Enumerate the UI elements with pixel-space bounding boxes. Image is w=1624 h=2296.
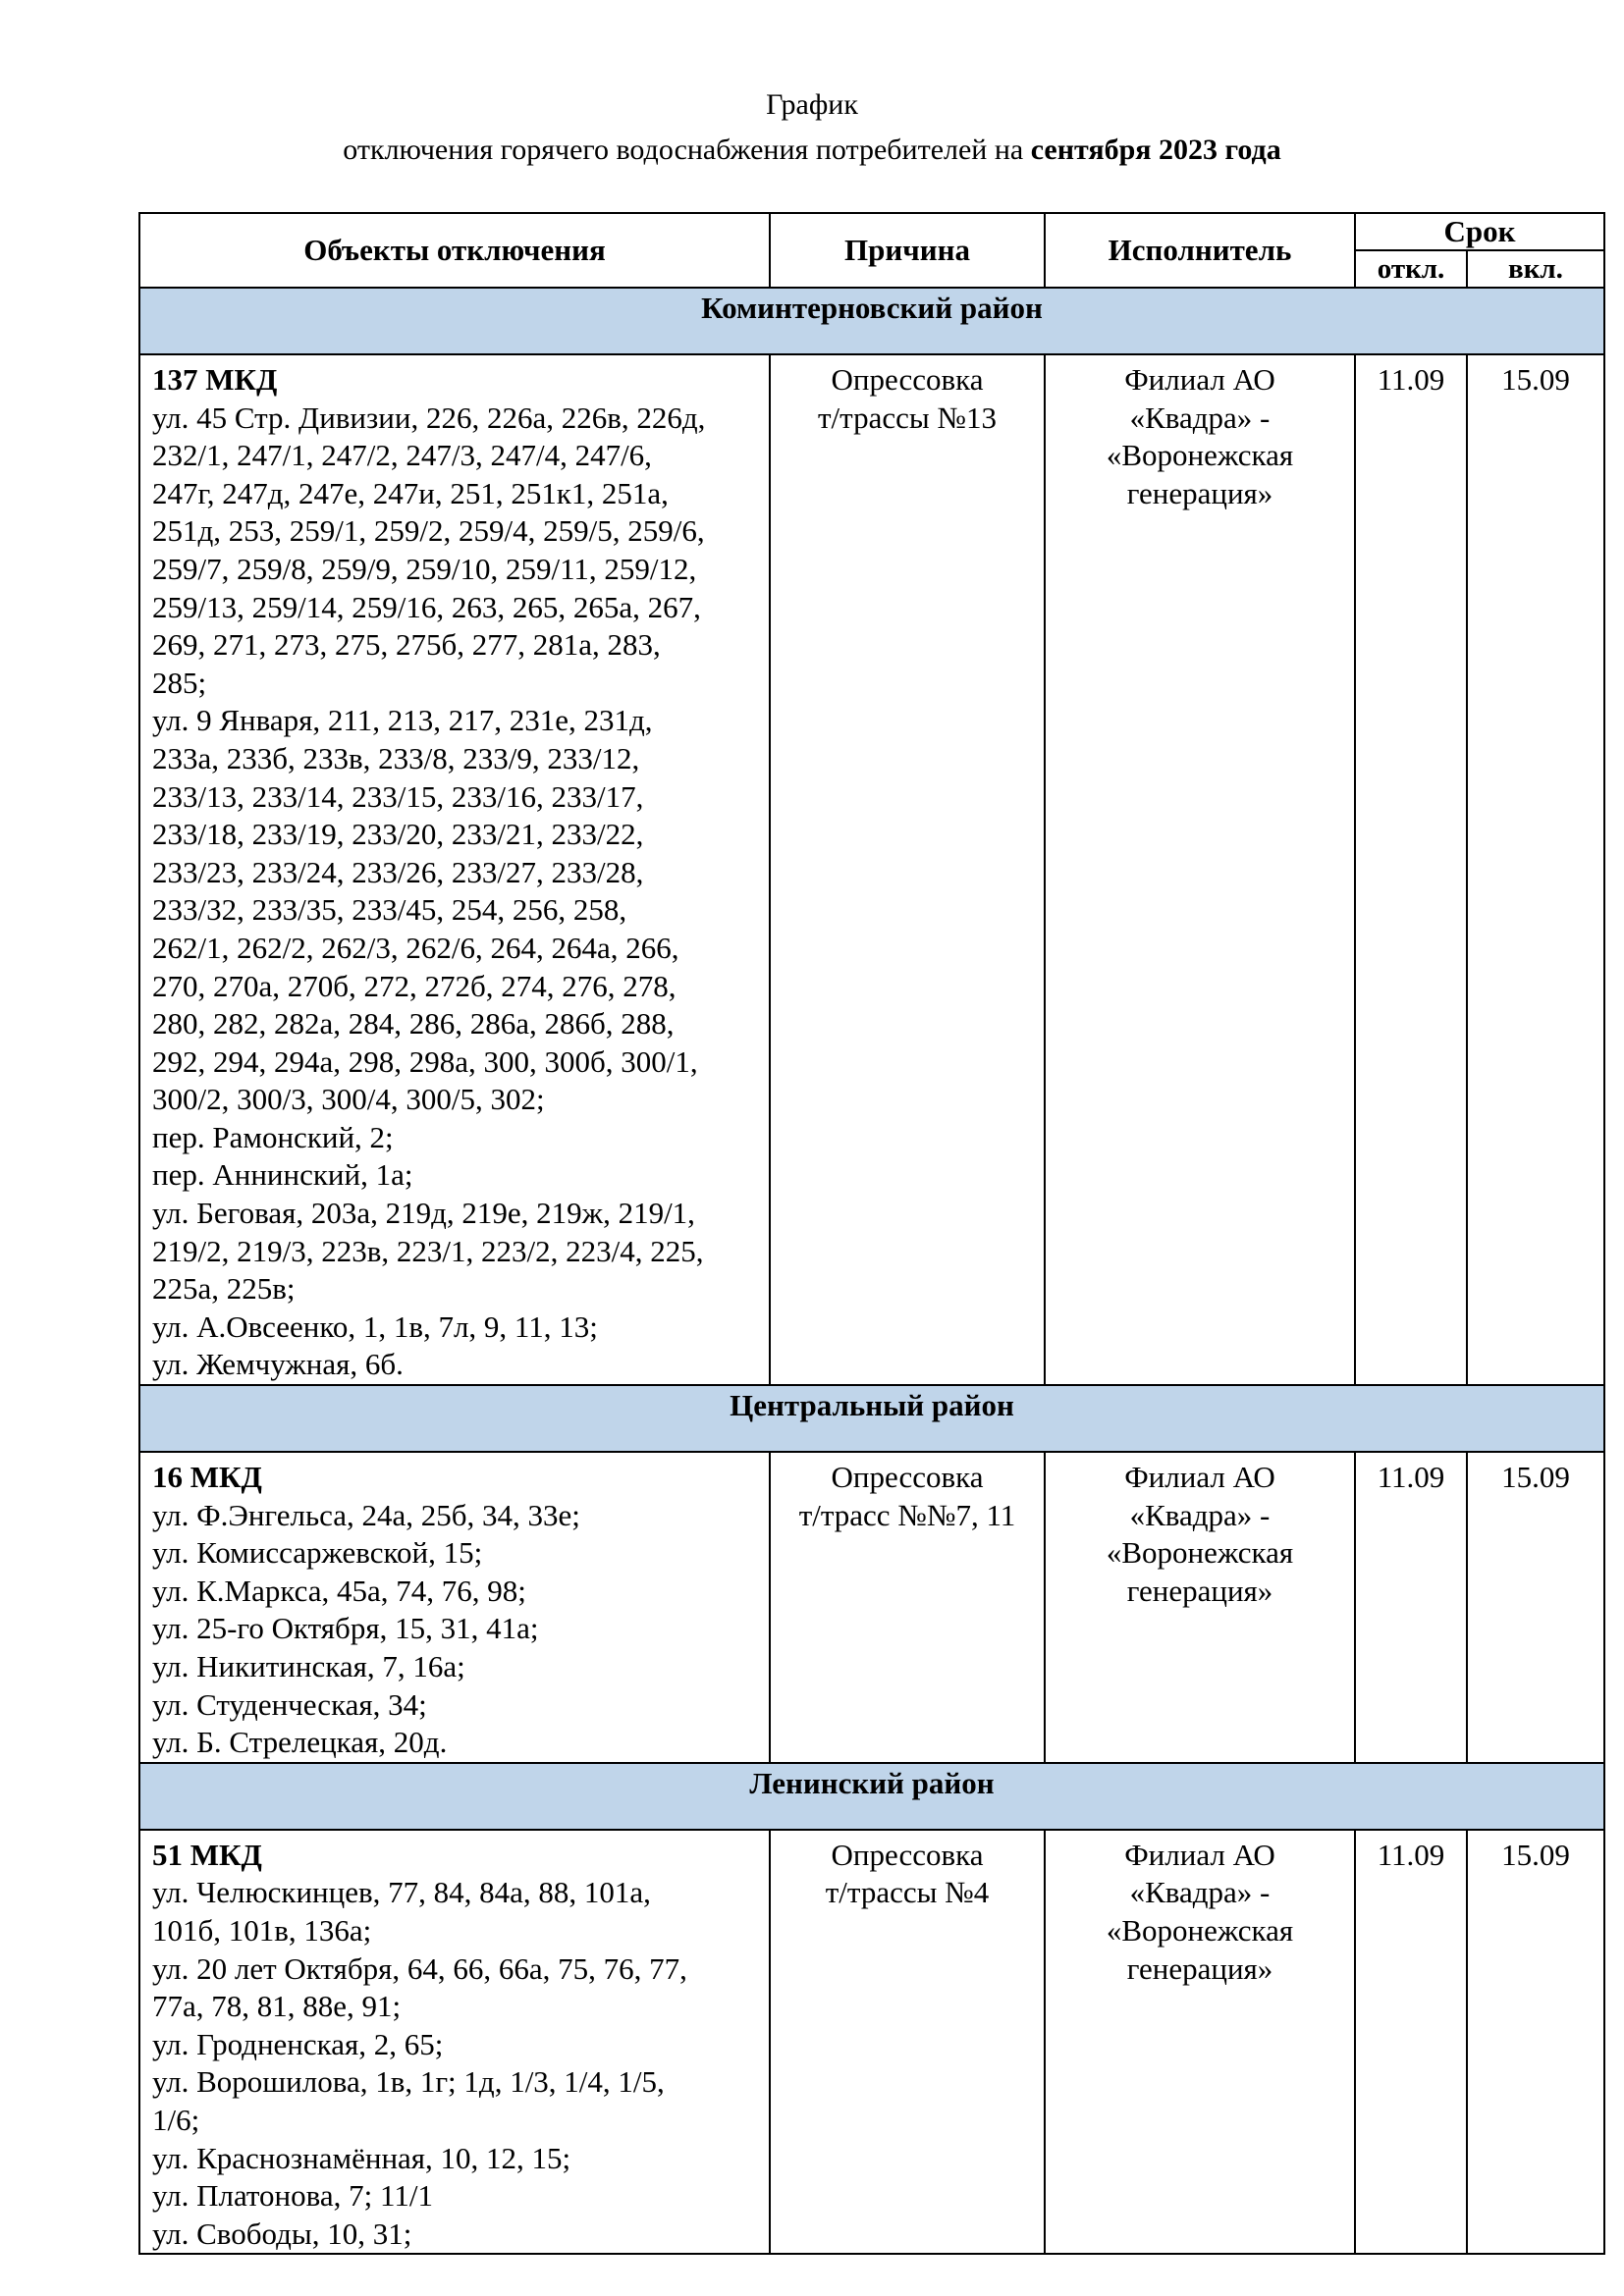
on-date: 15.09 — [1467, 354, 1604, 1385]
address-line: ул. Никитинская, 7, 16а; — [152, 1649, 465, 1683]
off-date: 11.09 — [1355, 1830, 1467, 2255]
reason-line: т/трассы №4 — [825, 1875, 990, 1910]
address-line: 292, 294, 294а, 298, 298а, 300, 300б, 300/1, — [152, 1043, 698, 1079]
header-term: Срок — [1355, 213, 1604, 250]
reason-line: Опрессовка — [831, 1460, 984, 1495]
executor-line: Филиал АО — [1124, 1837, 1275, 1872]
address-line: ул. Б. Стрелецкая, 20д. — [152, 1725, 448, 1760]
address-line: пер. Рамонский, 2; — [152, 1119, 394, 1154]
district-row — [139, 1763, 1604, 1830]
executor-line: «Квадра» - — [1129, 1497, 1271, 1532]
address-line: 233а, 233б, 233в, 233/8, 233/9, 233/12, — [152, 740, 640, 775]
address-line: 101б, 101в, 136а; — [152, 1912, 372, 1948]
address-line: ул. Платонова, 7; 11/1 — [152, 2178, 433, 2214]
address-line: 1/6; — [152, 2102, 200, 2137]
header-executor: Исполнитель — [1045, 213, 1355, 288]
address-line: 233/32, 233/35, 233/45, 254, 256, 258, — [152, 892, 627, 928]
address-line: 285; — [152, 665, 207, 700]
address-line: ул. К.Маркса, 45а, 74, 76, 98; — [152, 1573, 526, 1608]
shutdown-schedule-table — [138, 212, 1605, 2255]
table-body — [139, 288, 1604, 2254]
title-line-1: График — [766, 88, 858, 121]
address-line: 280, 282, 282а, 284, 286, 286а, 286б, 288, — [152, 1006, 675, 1041]
title-period: сентября 2023 года — [1030, 133, 1281, 166]
off-date: 11.09 — [1355, 1452, 1467, 1763]
building-count: 16 МКД — [152, 1460, 262, 1495]
address-line: ул. 25-го Октября, 15, 31, 41а; — [152, 1611, 539, 1646]
address-line: ул. Свободы, 10, 31; — [152, 2216, 412, 2251]
building-count: 51 МКД — [152, 1837, 262, 1872]
executor-line: «Воронежская — [1106, 1535, 1294, 1571]
district-row — [139, 1385, 1604, 1452]
reason-cell — [770, 1830, 1045, 2255]
off-date: 11.09 — [1355, 354, 1467, 1385]
address-line: ул. 9 Января, 211, 213, 217, 231е, 231д, — [152, 703, 653, 738]
address-line: ул. Беговая, 203а, 219д, 219е, 219ж, 219/1, — [152, 1196, 695, 1231]
executor-line: генерация» — [1126, 1950, 1273, 1986]
address-line: 247г, 247д, 247е, 247и, 251, 251к1, 251а, — [152, 475, 669, 510]
address-line: ул. Студенческая, 34; — [152, 1686, 427, 1722]
address-line: ул. Ворошилова, 1в, 1г; 1д, 1/3, 1/4, 1/5, — [152, 2064, 665, 2100]
header-reason: Причина — [770, 213, 1045, 288]
executor-line: «Воронежская — [1106, 1912, 1294, 1948]
address-line: ул. Комиссаржевской, 15; — [152, 1535, 483, 1571]
reason-line: т/трассы №13 — [817, 400, 998, 435]
header-on: вкл. — [1467, 250, 1604, 288]
address-line: 251д, 253, 259/1, 259/2, 259/4, 259/5, 259/6, — [152, 513, 705, 549]
executor-cell — [1045, 1452, 1355, 1763]
reason-line: Опрессовка — [831, 362, 984, 397]
address-line: 300/2, 300/3, 300/4, 300/5, 302; — [152, 1082, 545, 1117]
address-line: 233/18, 233/19, 233/20, 233/21, 233/22, — [152, 817, 644, 852]
executor-line: «Квадра» - — [1129, 1875, 1271, 1910]
address-line: 232/1, 247/1, 247/2, 247/3, 247/4, 247/6, — [152, 438, 652, 473]
executor-line: генерация» — [1126, 1573, 1273, 1608]
document-title — [0, 82, 1624, 173]
executor-line: «Воронежская — [1106, 438, 1294, 473]
objects-cell — [139, 1452, 770, 1763]
address-line: ул. Ф.Энгельса, 24а, 25б, 34, 33е; — [152, 1497, 580, 1532]
address-line: 233/13, 233/14, 233/15, 233/16, 233/17, — [152, 778, 644, 814]
address-line: 259/7, 259/8, 259/9, 259/10, 259/11, 259/12, — [152, 551, 697, 586]
reason-line: т/трасс №№7, 11 — [798, 1497, 1016, 1532]
address-line: 225а, 225в; — [152, 1271, 296, 1307]
executor-line: Филиал АО — [1124, 1460, 1275, 1495]
building-count: 137 МКД — [152, 362, 278, 397]
reason-line: Опрессовка — [831, 1837, 984, 1872]
schedule-row — [139, 354, 1604, 1385]
address-line: 270, 270а, 270б, 272, 272б, 274, 276, 278, — [152, 968, 677, 1003]
header-objects: Объекты отключения — [139, 213, 770, 288]
reason-cell — [770, 1452, 1045, 1763]
executor-cell — [1045, 354, 1355, 1385]
objects-cell — [139, 354, 770, 1385]
district-name: Ленинский район — [139, 1763, 1604, 1830]
schedule-row — [139, 1452, 1604, 1763]
district-name: Центральный район — [139, 1385, 1604, 1452]
address-line: 233/23, 233/24, 233/26, 233/27, 233/28, — [152, 854, 644, 889]
address-line: ул. Гродненская, 2, 65; — [152, 2026, 444, 2061]
objects-cell — [139, 1830, 770, 2255]
title-line-2 — [0, 128, 1624, 173]
address-line: 262/1, 262/2, 262/3, 262/6, 264, 264а, 266, — [152, 930, 679, 965]
schedule-row — [139, 1830, 1604, 2255]
address-line: 269, 271, 273, 275, 275б, 277, 281а, 283, — [152, 627, 661, 663]
executor-line: «Квадра» - — [1129, 400, 1271, 435]
address-line: 259/13, 259/14, 259/16, 263, 265, 265а, 267, — [152, 589, 701, 624]
address-line: ул. 45 Стр. Дивизии, 226, 226а, 226в, 226д, — [152, 400, 706, 435]
address-line: ул. А.Овсеенко, 1, 1в, 7л, 9, 11, 13; — [152, 1308, 598, 1344]
header-off: откл. — [1355, 250, 1467, 288]
address-line: ул. Челюскинцев, 77, 84, 84а, 88, 101а, — [152, 1875, 651, 1910]
executor-line: генерация» — [1126, 475, 1273, 510]
district-name: Коминтерновский район — [139, 288, 1604, 354]
executor-cell — [1045, 1830, 1355, 2255]
address-line: ул. Краснознамённая, 10, 12, 15; — [152, 2140, 571, 2175]
reason-cell — [770, 354, 1045, 1385]
address-line: пер. Аннинский, 1а; — [152, 1157, 413, 1193]
address-line: ул. Жемчужная, 6б. — [152, 1347, 404, 1382]
address-line: 77а, 78, 81, 88е, 91; — [152, 1989, 402, 2024]
district-row — [139, 288, 1604, 354]
address-line: 219/2, 219/3, 223в, 223/1, 223/2, 223/4, 225, — [152, 1233, 704, 1268]
title-line-2-text: отключения горячего водоснабжения потребителей на — [343, 133, 1031, 166]
on-date: 15.09 — [1467, 1452, 1604, 1763]
executor-line: Филиал АО — [1124, 362, 1275, 397]
address-line: ул. 20 лет Октября, 64, 66, 66а, 75, 76, 77, — [152, 1950, 687, 1986]
on-date: 15.09 — [1467, 1830, 1604, 2255]
